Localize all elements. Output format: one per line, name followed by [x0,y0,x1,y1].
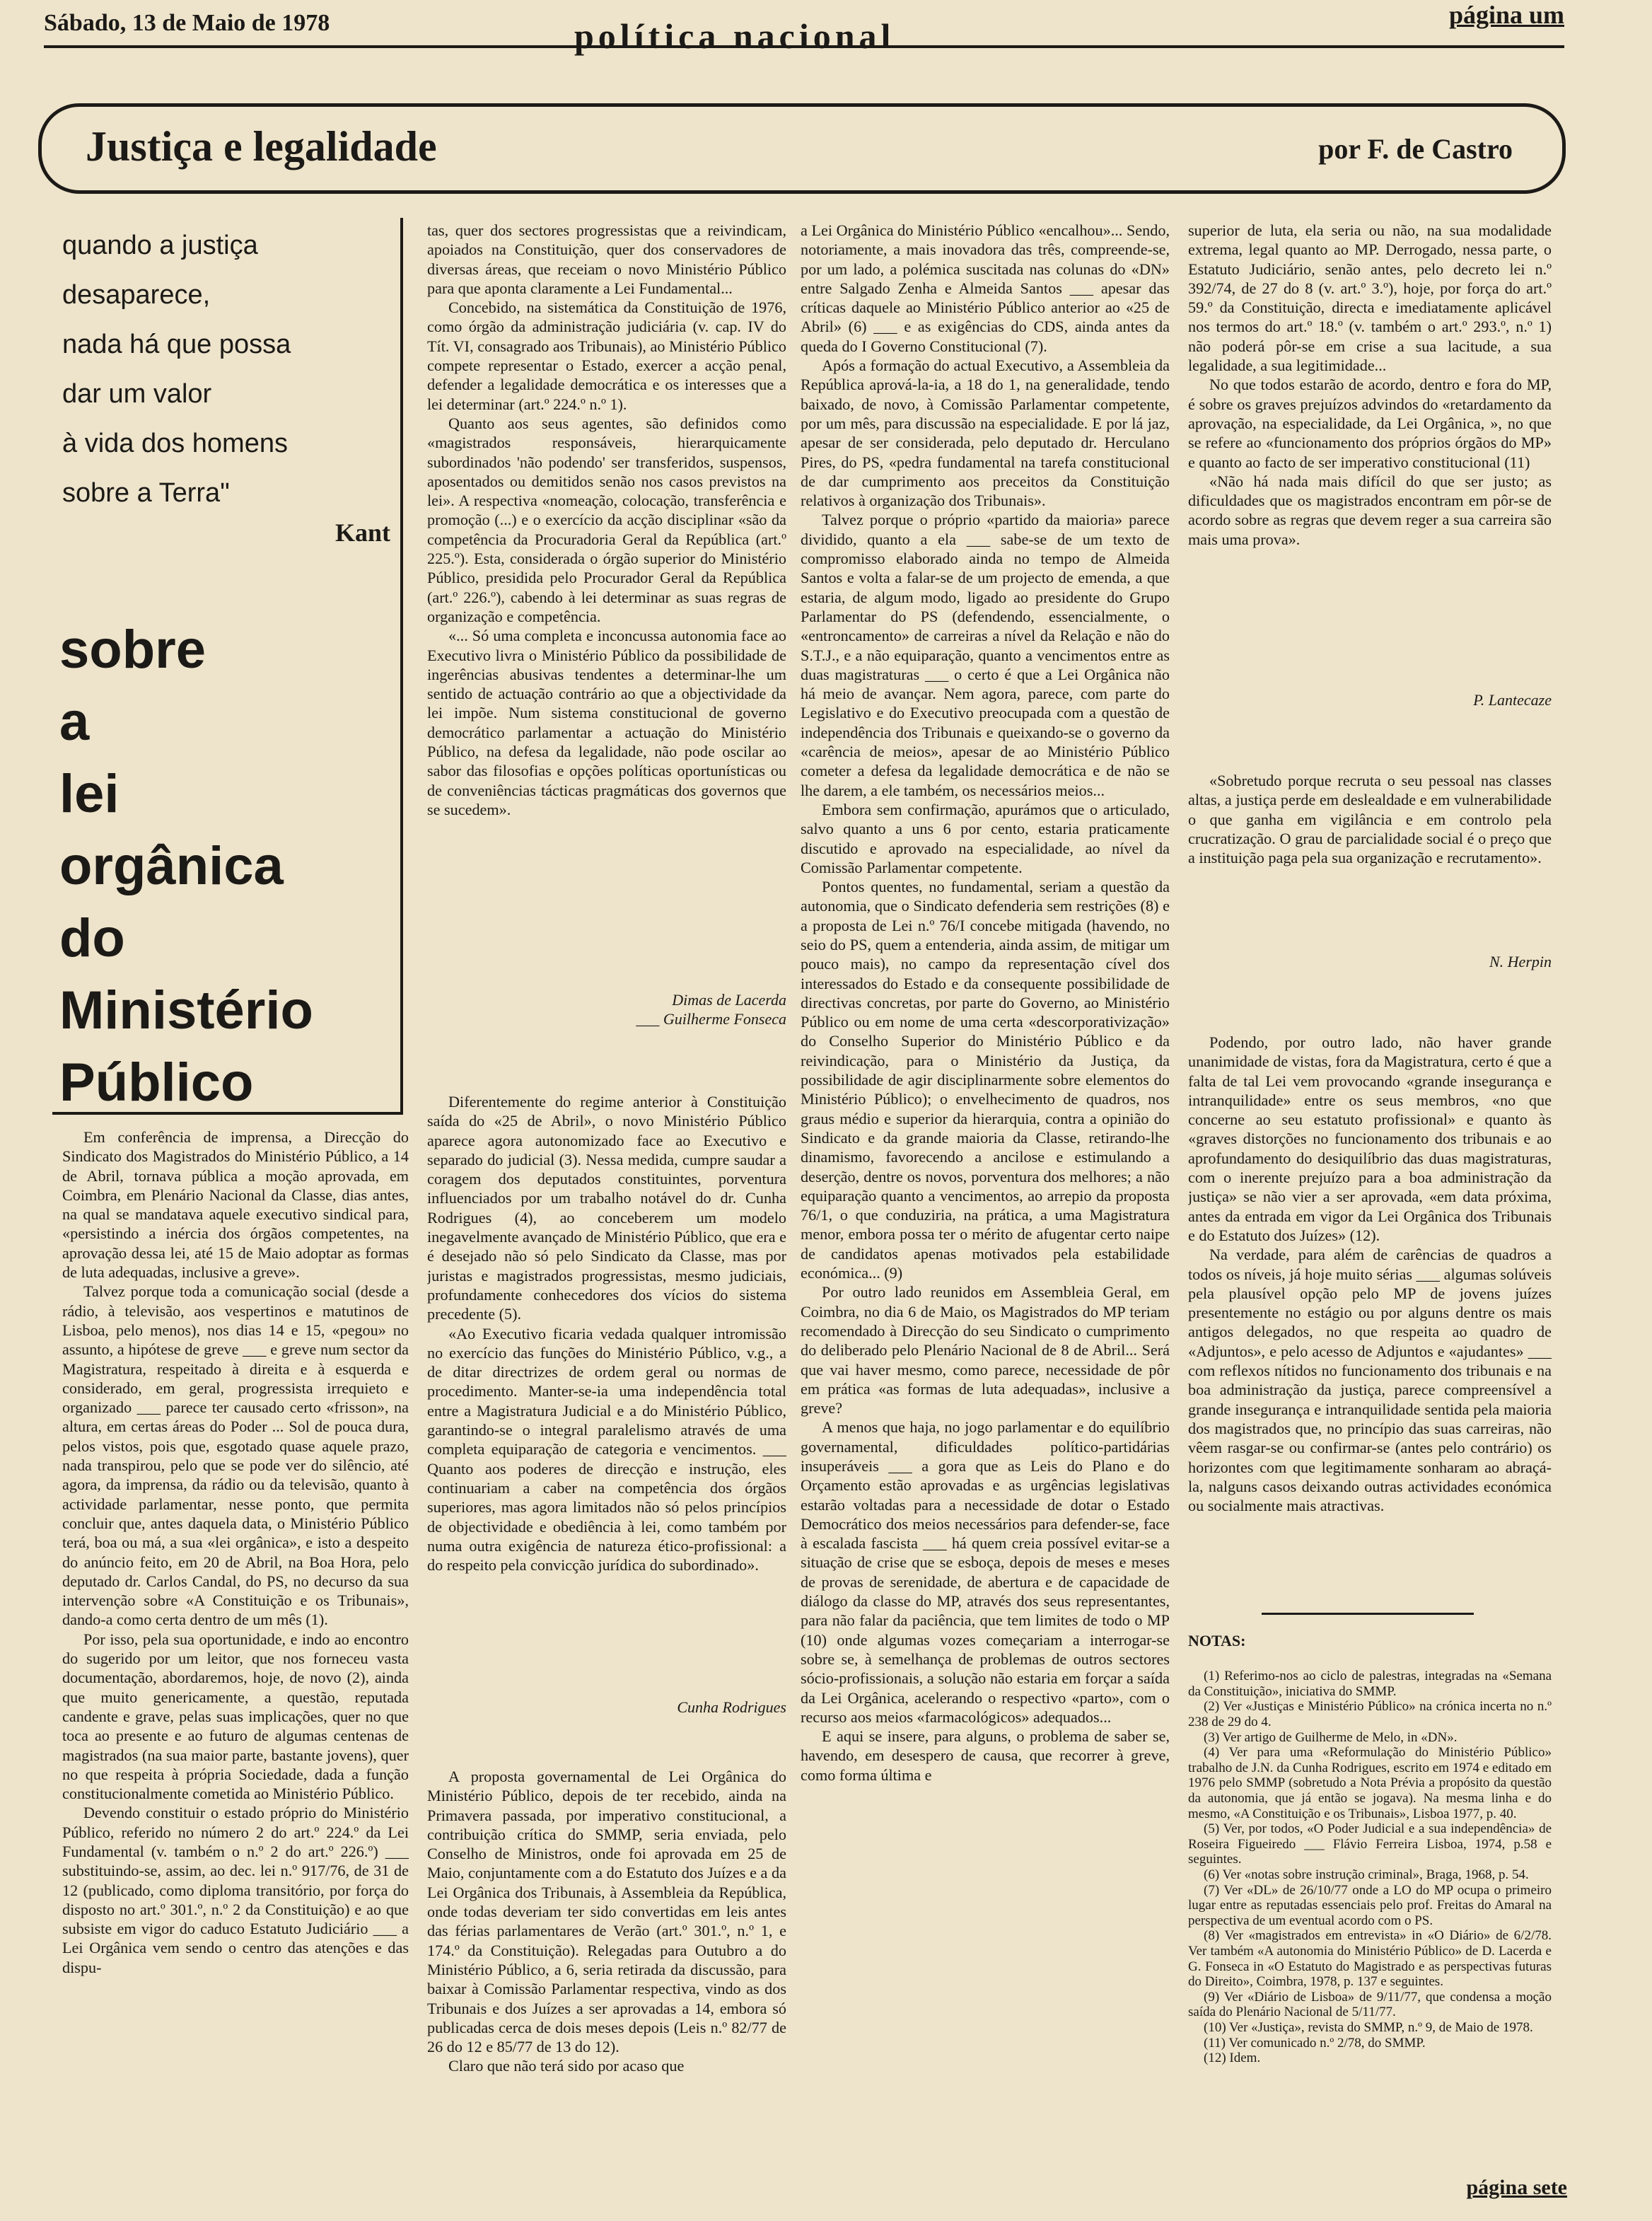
paragraph: Pontos quentes, no fundamental, seriam a questão da autonomia, que o Sindicato defenderia sem restrições (8) e a proposta de Lei n.º 76/I concebe mitigada (havendo, no seio do PS, quem a entenderia, ainda assim, de mitigar um pouco mais), no campo da representação cível dos interessados do Estado e da consequente possibilidade de directivas concretas, por parte do Governo, ao Ministério Público ou em nome de uma certa «descorporativização» do Conselho Superior do Ministério Público e da reivindicação, para o Ministério da Justiça, da possibilidade de agir disciplinarmente sobre elementos do Ministério Público); o envelhecimento de quadros, nos graus médio e superior da hierarquia, contra a opinião do Sindicato e da grande maioria da Classe, retirando-lhe dinamismo, favorecendo a ancilose e estimulando a deserção, dentre os novos, porventura dos melhores; a não equiparação quanto a vencimentos, ao arrepio da proposta 76/1, o que conduziria, na prática, a uma Magistratura menor, embora possa ter o mérito de afugentar certo naipe de candidatos apenas motivados pela estabilidade económica... (9) [801,878,1170,1282]
quote-line: sobre a Terra" [62,478,230,508]
big-title-line: Público [59,1052,254,1113]
column-4-top [1188,221,1552,649]
column-2-middle [427,1092,786,1686]
paragraph: «Não há nada mais difícil do que ser justo; as dificuldades que os magistrados encontram em pôr-se de acordo sobre as regras que devem reger a sua carreira são mais uma prova». [1188,472,1552,548]
note-item: (3) Ver artigo de Guilherme de Melo, in «DN». [1204,1729,1458,1745]
paragraph: No que todos estarão de acordo, dentro e fora do MP, é sobre os graves prejuízos advindos do «retardamento da aprovação, na especialidade, da Lei Orgânica, », no que se refere ao «funcionamento dos próprios órgãos do MP» e quanto ao facto de ser imperativo constitucional (11) [1188,376,1552,471]
note-item: (7) Ver «DL» de 26/10/77 onde a LO do MP ocupa o primeiro lugar entre as reputadas essenciais pelo prof. Freitas do Amaral na perspectiva de um eventual acordo com o PS. [1188,1882,1552,1928]
note-item: (9) Ver «Diário de Lisboa» de 9/11/77, que condensa a moção saída do Plenário Nacional de 5/11/77. [1188,1989,1552,2020]
big-title-line: sobre [59,620,206,680]
note-item: (6) Ver «notas sobre instrução criminal», Braga, 1968, p. 54. [1204,1867,1529,1883]
note-item: (2) Ver «Justiças e Ministério Público» na crónica incerta no n.º 238 de 29 do 4. [1188,1699,1552,1730]
note-item: (8) Ver «magistrados em entrevista» in «O Diário» de 6/2/78. Ver também «A autonomia do Ministério Público» de D. Lacerda e G. Fonseca in «O Estatuto do Magistrado e as perspectivas futuras do Direito», Coimbra, 1978, p. 137 e seguintes. [1188,1928,1552,1990]
notes-heading: NOTAS: [1188,1632,1246,1649]
page-label-top: página um [1448,1,1564,29]
article-byline: por F. de Castro [1318,133,1513,165]
signature: N. Herpin [1489,953,1552,970]
paragraph: Talvez porque toda a comunicação social (desde a rádio, à televisão, aos vespertinos e matutinos de Lisboa, pelo menos), nos dias 14 e 15, «pegou» no assunto, a hipótese de greve ___ e greve num sector da Magistratura, respeitado à direita e à esquerda e considerado, em geral, progressista irrequieto e organizado ___ parece ter causado certo «frisson», na altura, em certas áreas do Poder ... Sol de pouca dura, pelos vistos, pois que, esgotado quase aquele prazo, nada transpirou, pelo que se pode ver do silêncio, até agora, da imprensa, da rádio ou da televisão, quanto à actividade parlamentar, nesse ponto, que permita concluir que, antes daquela data, o Ministério Público terá, boa ou má, a sua «lei orgânica», e isto a despeito do anúncio feito, em 20 de Abril, na Boa Hora, pelo deputado dr. Carlos Candal, do PS, no decurso da sua intervenção sobre «A Constituição e os Tribunais», dando-a como certa dentro de um mês (1). [62,1282,409,1629]
big-title-line: Ministério [59,980,313,1040]
note-item: (12) Idem. [1204,2051,1261,2066]
signature: Cunha Rodrigues [677,1698,786,1716]
issue-date: Sábado, 13 de Maio de 1978 [44,10,330,36]
paragraph: Em conferência de imprensa, a Direcção do Sindicato dos Magistrados do Ministério Público, a 14 de Abril, tornava pública a moção aprovada, em Coimbra, em Plenário Nacional da Classe, dias antes, na qual se mandatava aquele executivo sindical para, «persistindo a inércia dos órgãos competentes, na aprovação dessa lei, até 15 de Maio adoptar as formas de luta adequadas, inclusive a greve». [62,1128,409,1282]
signature: Dimas de Lacerda [672,991,786,1009]
quote-author: Kant [335,518,390,547]
paragraph: Quanto aos seus agentes, são definidos como «magistrados responsáveis, hierarquicamente subordinados 'não podendo' ser transferidos, suspensos, aposentados ou demitidos senão nos casos previstos na lei». A respectiva «nomeação, colocação, transferência e promoção (...) e o exercício da acção disciplinar «são da competência da Procuradoria Geral da República (art.º 225.º). Esta, considerada o órgão superior do Ministério Público, presidida pelo Procurador Geral da República (art.º 226.º), cabendo à lei determinar as suas regras de organização e competência. [427,414,786,625]
paragraph: A proposta governamental de Lei Orgânica do Ministério Público, depois de ter recebido, ainda na Primavera passada, por imperativo constitucional, a contribuição crítica do SMMP, seria enviada, pelo Conselho de Ministros, onde foi aprovada em 25 de Maio, conjuntamente com a do Estatuto dos Juízes e a da Lei Orgânica dos Tribunais, à Assembleia da República, onde todas deveriam ter sido convertidas em leis antes das férias parlamentares de Verão (art.º 301.º, n.º 1, e 174.º da Constituição). Relegadas para Outubro a do Ministério Público, a 6, seria retirada da discussão, para baixar à Comissão Parlamentar respectiva, vindo as dos Tribunais e dos Juízes a ser aprovadas a 14, embora só publicadas cerca de dois meses depois (Leis n.º 82/77 de 26 do 12 e 85/77 de 13 do 12). [427,1768,786,2056]
note-item: (4) Ver para uma «Reformulação do Ministério Público» trabalho de J.N. da Cunha Rodrigues, escrito em 1974 e editado em 1976 pelo SMMP (sobretudo a Nota Prévia a propósito da questão da autonomia, que já então se jogava). Na mesma linha e do mesmo, «A Constituição e os Tribunais», Lisboa 1977, p. 40. [1188,1745,1552,1821]
page-label-bottom: página sete [1466,2176,1567,2199]
quote-line: quando a justiça [62,231,258,260]
paragraph: E aqui se insere, para alguns, o problema de saber se, havendo, em desespero de causa, que recorrer à greve, como forma última e [801,1727,1170,1784]
paragraph: Por isso, pela sua oportunidade, e indo ao encontro do sugerido por um leitor, que nos forneceu vasta documentação, abordaremos, hoje, de novo (2), ainda que muito genericamente, a questão, reputada candente e grave, pelas suas implicações, quer no que toca ao presente e ao futuro de algumas centenas de magistrados (na sua maior parte, bastante jovens), quer no que respeita à própria Sociedade, dada a função constitucionalmente cometida ao Ministério Público. [62,1630,409,1803]
paragraph: Na verdade, para além de carências de quadros a todos os níveis, já hoje muito sérias ___ algumas solúveis pela plausível opção pelo MP de jovens juízes presentemente no estágio ou por alguns dentre os mais antigos delegados, no que respeita ao quadro de «Adjuntos», e pelo acesso de Adjuntos e «ajudantes» ___ com reflexos nítidos no funcionamento dos tribunais e na boa administração da justiça, parece compreensível a grande insegurança e intranquilidade sentida pela maioria dos magistrados que, no princípio das suas carreiras, não vêem rasgar-se ou confirmar-se (antes pelo contrário) os horizontes com que legitimamente sonharam ao abraçá-la, nalguns casos deixando outras actividades económica ou socialmente mais atractivas. [1188,1246,1552,1515]
quote-line: dar um valor [62,379,212,409]
paragraph: Devendo constituir o estado próprio do Ministério Público, referido no número 2 do art.º 224.º da Lei Fundamental (v. também o n.º 2 do art.º 226.º) ___ substituindo-se, assim, ao dec. lei n.º 917/76, de 31 de 12 (publicado, como diploma transitório, por força do disposto no art.º 301.º, n.º 2 da Constituição) e ao que subsiste em vigor do caduco Estatuto Judiciário ___ a Lei Orgânica vem sendo o centro das atenções e das dispu- [62,1804,409,1976]
quote-line: nada há que possa [62,330,291,359]
signature: ___ Guilherme Fonseca [636,1010,786,1028]
notes-divider [1262,1613,1474,1615]
section-title: política nacional [574,16,895,56]
notes-section [1188,1631,1552,2146]
big-title-line: do [59,908,125,968]
paragraph: Após a formação do actual Executivo, a Assembleia da República aprová-la-ia, a 18 do 1, na generalidade, tendo baixado, de novo, à Comissão Parlamentar competente, por um mês, para discussão na especialidade. E por lá jaz, apesar de ser considerada, pelo deputado dr. Herculano Pires, do PS, «pedra fundamental na tarefa constitucional de dar cumprimento aos preceitos da Constituição relativos à organização dos Tribunais». [801,356,1170,510]
signature-block [1188,690,1552,713]
column-4-middle [1188,1033,1552,1606]
quote-line: desaparece, [62,280,211,310]
paragraph: a Lei Orgânica do Ministério Público «encalhou»... Sendo, notoriamente, a mais inovadora das três, compreende-se, por um lado, a polémica suscitada nas colunas do «DN» entre Salgado Zenha e Almeida Santos ___ apesar das críticas daquele ao Ministério Público anterior ao «25 de Abril» (6) ___ e as exigências do CDS, ainda antes da queda do I Governo Constitucional (7). [801,221,1170,355]
sidebar-box [52,218,403,1115]
column-2-top [427,221,786,949]
paragraph: Talvez porque o próprio «partido da maioria» parece dividido, quanto a ela ___ sabe-se de um texto de compromisso elaborado ainda no tempo de Almeida Santos e volta a falar-se de um projecto de emenda, a que estaria, de algum modo, ligado ao presidente do Grupo Parlamentar do PS (defendendo, essencialmente, o «entroncamento» de carreiras a nível da Relação e não do S.T.J., e a não equiparação, quanto a vencimentos entre as duas magistraturas ___ o certo é que a Lei Orgânica não há meio de avançar. Nem agora, parece, com parte do Legislativo e do Executivo preocupada com a questão de independência dos Tribunais e queixando-se o governo da «carência de meios», apesar de ao Ministério Público cometer a defesa da legalidade democrática e de não se lhe darem, a ele também, os necessários meios... [801,511,1170,799]
note-item: (10) Ver «Justiça», revista do SMMP, n.º 9, de Maio de 1978. [1204,2019,1533,2035]
column-4-quote [1188,771,1552,898]
paragraph: Por outro lado reunidos em Assembleia Geral, em Coimbra, no dia 6 de Maio, os Magistrados do MP teriam recomendado à Direcção do seu Sindicato o cumprimento do deliberado pelo Plenário Nacional de 8 de Abril... Será que vai haver mesmo, como parece, necessidade de pôr em prática «as formas de luta adequadas», inclusive a greve? [801,1283,1170,1417]
paragraph: «Ao Executivo ficaria vedada qualquer intromissão no exercício das funções do Ministério Público, v.g., a de ditar directrizes de ordem geral ou normas de procedimento. Manter-se-ia uma independência total entre a Magistratura Judicial e a do Ministério Público, garantindo-se o integral paralelismo através de uma completa equiparação de categoria e vencimentos. ___ Quanto aos poderes de direcção e instrução, eles continuariam a caber na competência dos órgãos superiores, mas agora limitados não só pelos princípios de objectividade e obediência à lei, como também por numa outra exigência de natureza ético-profissional: a do respeito pela convicção jurídica do subordinado». [427,1324,786,1575]
note-item: (1) Referimo-nos ao ciclo de palestras, integradas na «Semana da Constituição», iniciativa do SMMP. [1188,1669,1552,1699]
quote-line: à vida dos homens [62,429,288,458]
paragraph: Claro que não terá sido por acaso que [448,2057,685,2075]
paragraph: Podendo, por outro lado, não haver grande unanimidade de vistas, fora da Magistratura, certo é que a falta de tal Lei vem provocando «grande insegurança e intranquilidade» entre os seus membros, «no que concerne ao seu estatuto profissional» e quanto às «graves distorções no funcionamento dos tribunais e ao aprofundamento do desiquilíbrio das duas magistraturas, com o inerente prejuízo para a boa administração da justiça» se não vier a ser aprovada, «em data próxima, antes da entrada em vigor da Lei Orgânica dos Tribunais e do Estatuto dos Juízes» (12). [1188,1033,1552,1244]
signature: P. Lantecaze [1473,691,1552,709]
note-item: (5) Ver, por todos, «O Poder Judicial e a sua independência» de Roseira Figueiredo ___ Flávio Ferreira Lisboa, 1974, p.58 e seguintes. [1188,1821,1552,1867]
header-rule [44,45,1564,48]
column-3 [801,221,1170,2167]
big-title-line: a [59,692,90,752]
title-banner [38,103,1566,194]
paragraph: tas, quer dos sectores progressistas que a reivindicam, apoiados na Constituição, quer dos conservadores de diversas áreas, que receiam o novo Ministério Público para que aponta claramente a Lei Fundamental... [427,221,786,297]
signature-block [1188,952,1552,975]
big-title-line: lei [59,764,120,824]
kant-quote [62,218,400,518]
paragraph: Embora sem confirmação, apurámos que o articulado, salvo quanto a uns 6 por cento, estaria praticamente discutido e aprovado na especialidade, ao nível da Comissão Parlamentar competente. [801,800,1170,876]
signature-block [427,1698,786,1722]
signature-block [427,990,786,1036]
paragraph: Diferentemente do regime anterior à Constituição saída do «25 de Abril», o novo Ministério Público aparece agora autonomizado face ao Executivo e separado do judicial (3). Nessa medida, cumpre saudar a coragem dos deputados constituintes, porventura influenciados por um trabalho notável do dr. Cunha Rodrigues (4), ao conceberem um modelo inegavelmente avançado de Ministério Público, que era e é desejado não só pelo Sindicato da Classe, mas por juristas e magistrados progressistas, mesmo judiciais, profundamente conhecedores dos vícios do sistema precedente (5). [427,1093,786,1323]
paragraph: A menos que haja, no jogo parlamentar e do equilíbrio governamental, dificuldades político-partidárias insuperáveis ___ a gora que as Leis do Plano e do Orçamento estão aprovadas e as urgências legislativas estarão voltadas para a necessidade de dotar o Estado Democrático dos meios necessários para defender-se, face à escalada fascista ___ há quem creia possível evitar-se a situação de crise que se esboça, depois de meses e meses de provas de serenidade, de abertura e de capacidade de diálogo da classe do MP, através dos seus representantes, para não falar da paciência, que tem limites de todo o MP (10) onde algumas vozes começariam a interrogar-se sobre se, à semelhança de problemas de outros sectores sócio-profissionais, a solução não estaria em forçar a saída da Lei Orgânica, acelerando o respectivo «parto», com o recurso aos meios «farmacológicos» adequados... [801,1418,1170,1726]
paragraph: «Sobretudo porque recruta o seu pessoal nas classes altas, a justiça perde em deslealdade e em vulnerabilidade o que ganha em vigilância e em controlo pela crucratização. O grau de parcialidade social é o preço que a instituição paga pela sua organização e recrutamento». [1188,772,1552,867]
note-item: (11) Ver comunicado n.º 2/78, do SMMP. [1204,2035,1426,2051]
column-2-bottom [427,1767,786,2167]
article-headline: Justiça e legalidade [86,123,437,170]
paragraph: Concebido, na sistemática da Constituição de 1976, como órgão da administração judiciária (v. cap. IV do Tít. VI, consagrado aos Tribunais), ao Ministério Público compete representar o Estado, exercer a acção penal, defender a legalidade democrática e os interesses que a lei determinar (art.º 224.º n.º 1). [427,298,786,413]
big-title-line: orgânica [59,836,284,896]
column-1 [62,1127,409,2167]
section-big-title [59,614,313,1119]
paragraph: superior de luta, ela seria ou não, na sua modalidade extrema, legal quanto ao MP. Derrogado, nessa parte, o Estatuto Judiciário, senão antes, pelo decreto lei n.º 392/74, de 27 do 8 (v. art.º 3.º), hoje, por força do art.º 59.º da Constituição, directa e imediatamente aplicável nos termos do art.º 18.º (v. também o art.º 293.º, n.º 1) não poderá pôr-se em crise a sua lacitude, a sua legalidade, a sua legitimidade... [1188,221,1552,375]
paragraph: «... Só uma completa e inconcussa autonomia face ao Executivo livra o Ministério Público da possibilidade de ingerências abusivas tendentes a determinar-lhe um sentido de actuação contrário ao que a objectividade da lei impõe. Num sistema constitucional de governo democrático parlamentar a actuação do Ministério Público, na defesa da legalidade, não pode oscilar ao sabor das filosofias e opções políticas oportunísticas ou de conveniências tácticas pragmáticas dos governos que se sucedem». [427,627,786,818]
